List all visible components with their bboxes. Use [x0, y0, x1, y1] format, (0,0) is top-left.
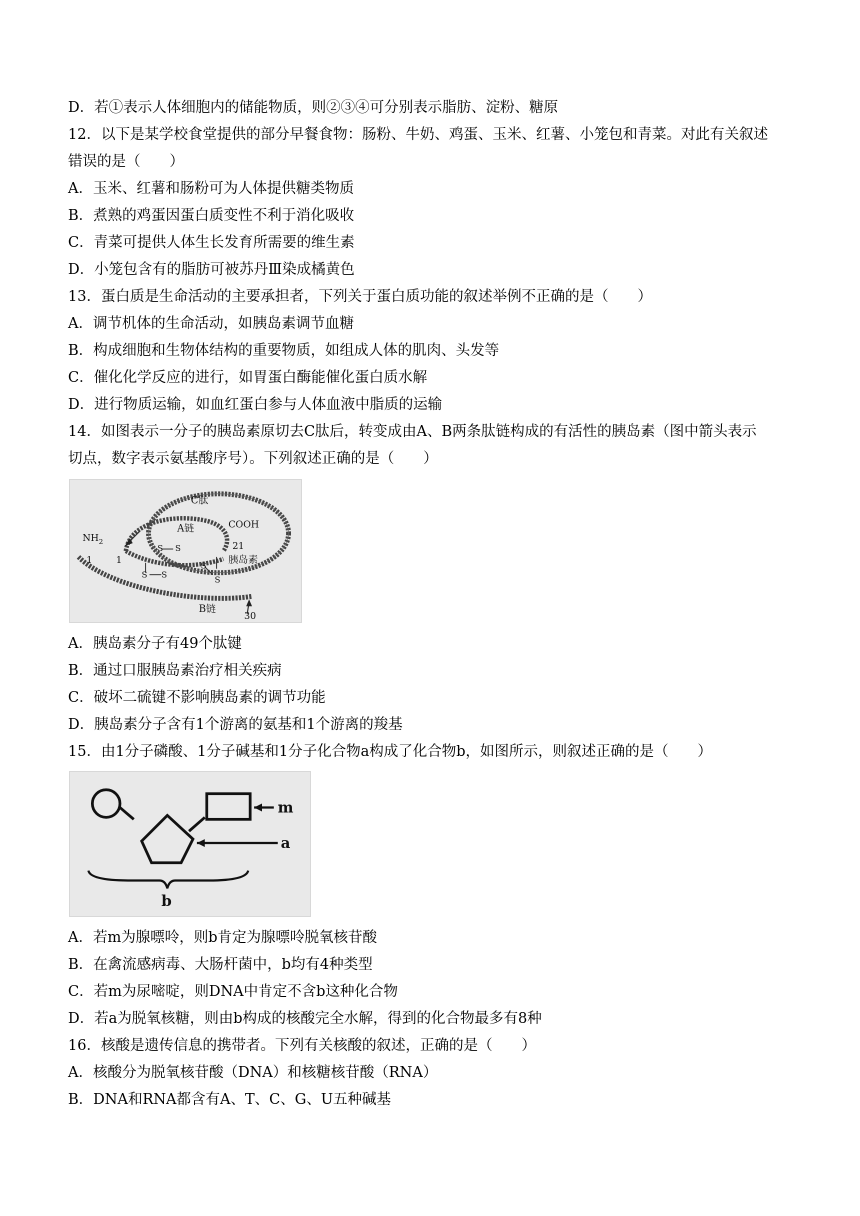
label-insulin: 胰岛素: [228, 554, 258, 566]
label-s5: S: [200, 560, 207, 571]
q16-option-b: B．DNA和RNA都含有A、T、C、G、U五种碱基: [68, 1092, 392, 1108]
q13-option-c: C．催化化学反应的进行，如胃蛋白酶能催化蛋白质水解: [68, 370, 428, 386]
label-m: m: [277, 799, 294, 817]
label-a-1: 1: [115, 554, 122, 566]
label-s3: S: [141, 569, 148, 580]
label-s2: S: [175, 543, 181, 553]
q14-option-c: C．破坏二硫键不影响胰岛素的调节功能: [68, 690, 326, 706]
label-a-chain: A链: [177, 523, 195, 535]
q12-stem-line1: 12．以下是某学校食堂提供的部分早餐食物：肠粉、牛奶、鸡蛋、玉米、红薯、小笼包和青菜。对此有关叙述: [68, 127, 768, 143]
label-s1: S: [157, 543, 164, 553]
q13-option-b: B．构成细胞和生物体结构的重要物质，如组成人体的肌肉、头发等: [68, 343, 500, 359]
q14-stem-line2: 切点，数字表示氨基酸序号）。下列叙述正确的是（ ）: [68, 451, 438, 467]
label-cooh: COOH: [228, 519, 260, 531]
label-c-peptide: C肽: [190, 495, 209, 507]
q16-option-a: A．核酸分为脱氧核苷酸（DNA）和核糖核苷酸（RNA）: [68, 1065, 438, 1081]
q16-stem: 16．核酸是遗传信息的携带者。下列有关核酸的叙述，正确的是（ ）: [68, 1038, 536, 1054]
label-a: a: [280, 834, 291, 852]
q12-option-d: D．小笼包含有的脂肪可被苏丹Ⅲ染成橘黄色: [68, 262, 355, 278]
q15-stem: 15．由1分子磷酸、1分子碱基和1分子化合物a构成了化合物b，如图所示，则叙述正确的是（ ）: [68, 744, 713, 760]
label-s4: S: [161, 569, 168, 580]
q13-stem: 13．蛋白质是生命活动的主要承担者，下列关于蛋白质功能的叙述举例不正确的是（ ）: [68, 289, 652, 305]
q15-option-b: B．在禽流感病毒、大肠杆菌中，b均有4种类型: [68, 957, 373, 973]
q13-option-a: A．调节机体的生命活动，如胰岛素调节血糖: [68, 316, 354, 332]
b-brace: [88, 871, 248, 889]
q12-option-c: C．青菜可提供人体生长发育所需要的维生素: [68, 235, 355, 251]
q14-option-b: B．通过口服胰岛素治疗相关疾病: [68, 663, 282, 679]
label-s6: S: [214, 574, 221, 585]
nucleotide-diagram: [69, 771, 311, 917]
q14-stem-line1: 14．如图表示一分子的胰岛素原切去C肽后，转变成由A、B两条肽链构成的有活性的胰岛素（图中箭头表示: [68, 424, 757, 440]
label-b-1: 1: [86, 554, 93, 566]
q13-option-d: D．进行物质运输，如血红蛋白参与人体血液中脂质的运输: [68, 397, 443, 413]
nucleotide-diagram-svg: [70, 772, 310, 916]
q15-option-c: C．若m为尿嘧啶，则DNA中肯定不含b这种化合物: [68, 984, 398, 1000]
q11-option-d: D．若①表示人体细胞内的储能物质，则②③④可分别表示脂肪、淀粉、糖原: [68, 100, 559, 116]
label-b-chain: B链: [198, 604, 216, 616]
q12-option-b: B．煮熟的鸡蛋因蛋白质变性不利于消化吸收: [68, 208, 355, 224]
q14-option-a: A．胰岛素分子有49个肽键: [68, 636, 242, 652]
phosphate-circle: [92, 790, 120, 818]
label-b: b: [161, 893, 172, 911]
base-rectangle: [207, 794, 250, 820]
label-21: 21: [232, 541, 245, 553]
label-30: 30: [244, 611, 257, 622]
sugar-pentagon: [142, 815, 193, 862]
q14-option-d: D．胰岛素分子含有1个游离的氨基和1个游离的羧基: [68, 717, 403, 733]
q15-option-a: A．若m为腺嘌呤，则b肯定为腺嘌呤脱氧核苷酸: [68, 930, 378, 946]
insulin-diagram: [69, 479, 302, 623]
c-peptide-chain: [149, 494, 289, 573]
q12-stem-line2: 错误的是（ ）: [68, 154, 184, 170]
insulin-diagram-svg: [70, 480, 301, 622]
q12-option-a: A．玉米、红薯和肠粉可为人体提供糖类物质: [68, 181, 354, 197]
q15-option-d: D．若a为脱氧核糖，则由b构成的核酸完全水解，得到的化合物最多有8种: [68, 1011, 542, 1027]
label-nh2: $NH_2$: [82, 533, 104, 547]
